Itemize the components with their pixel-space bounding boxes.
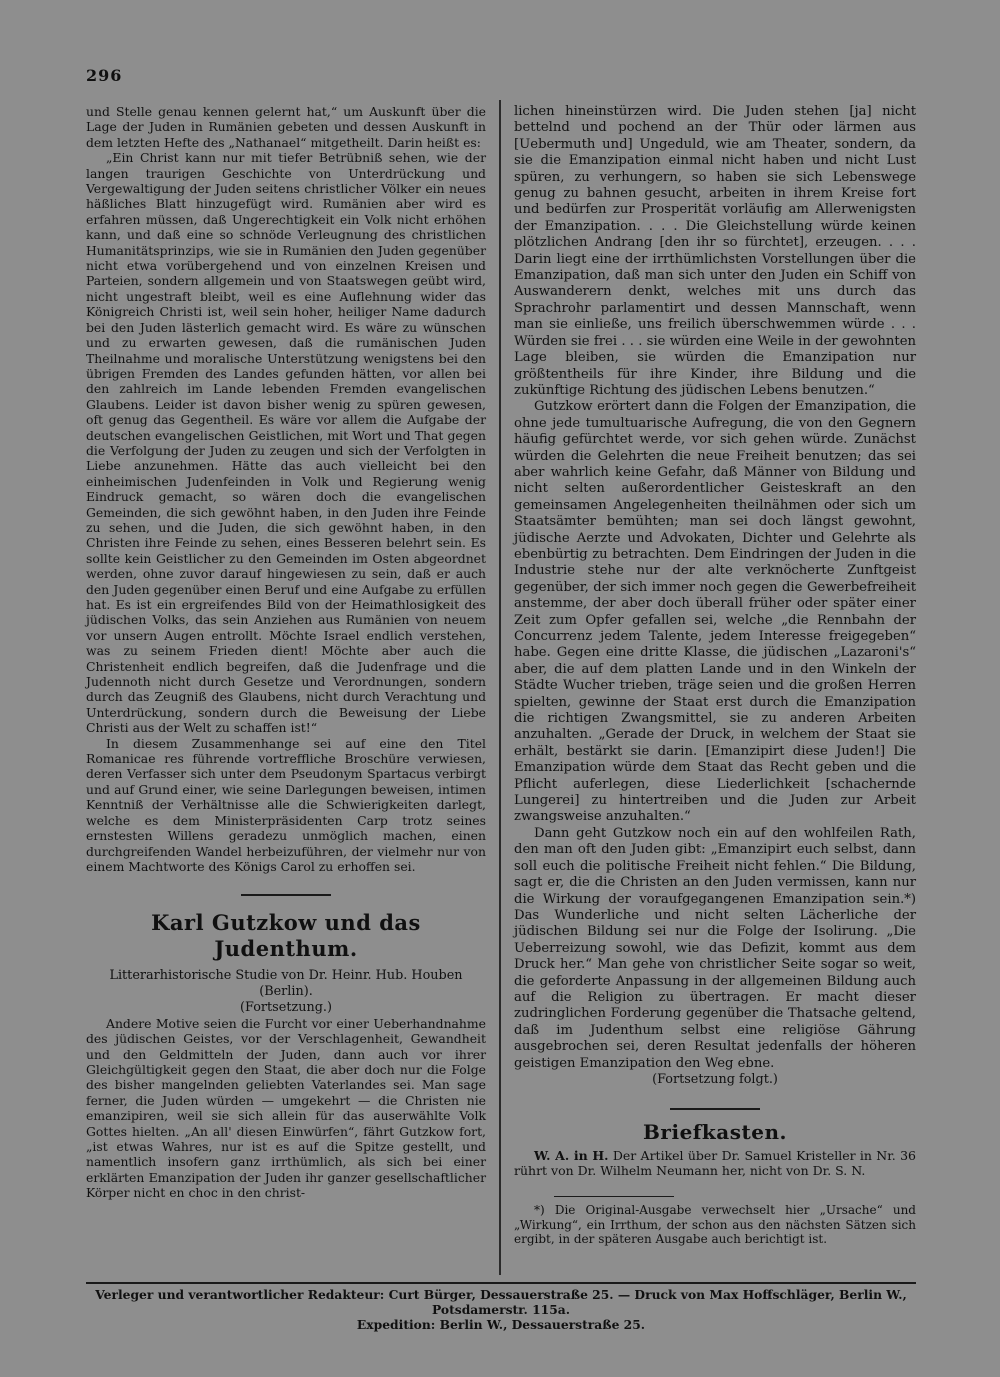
quoted-paragraph: „Ein Christ kann nur mit tiefer Betrübniß sehen, wie der langen traurigen Geschichte von Unterdrückung und Vergewaltigung der Juden seitens christlicher Völker ein neues häßliches Blatt hinzugefügt wird. Rumänien aber wird es erfahren müssen, daß Ungerechtigkeit ein Volk nicht erhöhen kann, und daß eine so schnöde Verleugnung des christlichen Humanitätsprinzips, wie sie in Rumänien den Juden gegenüber nicht etwa vorübergehend und von einzelnen Kreisen und Parteien, sondern allgemein und von Staatswegen geübt wird, nicht ungestraft bleibt, weil es eine Auflehnung wider das Königreich Christi ist, weil sein hoher, heiliger Name dadurch bei den Juden lästerlich gemacht wird. Es wäre zu wünschen und zu erwarten gewesen, daß die rumänischen Juden Theilnahme und moralische Unterstützung wenigstens bei den übrigen Fremden des Landes gefunden hätten, vor allen bei den zahlreich im Lande lebenden Fremden evangelischen Glaubens. Leider ist davon bisher wenig zu spüren gewesen, oft genug das Gegentheil. Es wäre vor allem die Aufgabe der deutschen evangelischen Geistlichen, mit Wort und That gegen die Verfolgung der Juden zu zeugen und sich der Verfolgten in Liebe anzunehmen. Hätte das auch vielleicht bei den einheimischen Judenfeinden in Volk und Regierung wenig Eindruck gemacht, so wären doch die evangelischen Gemeinden, die sich gewöhnt haben, in den Juden ihre Feinde zu sehen, und die Juden, die sich gewöhnt haben, in den Christen ihre Feinde zu sehen, eines Besseren belehrt sein. Es sollte kein Geistlicher zu den Gemeinden im Osten abgeordnet werden, ohne zuvor darauf hingewiesen zu sein, daß er auch den Juden gegenüber einen Beruf und eine Aufgabe zu erfüllen hat. Es ist ein ergreifendes Bild von der Heimathlosigkeit des jüdischen Volks, das sein Anziehen aus Rumänien von neuem vor unsern Augen entrollt. Möchte Israel endlich verstehen, was zu seinem Frieden dient! Möchte aber auch die Christenheit endlich begreifen, daß die Judenfrage und die Judennoth nicht durch Gesetze und Verordnungen, sondern durch das Zeugniß des Glaubens, nicht durch Verachtung und Unterdrückung, sondern durch die Beweisung der Liebe Christi aus der Welt zu schaffen ist!“: [86, 150, 486, 736]
section-divider: [241, 894, 331, 896]
paragraph: In diesem Zusammenhange sei auf eine den Titel Romanicae res führende vortreffliche Broschüre verwiesen, deren Verfasser sich unter dem Pseudonym Spartacus verbirgt und auf Grund einer, wie seine Darlegungen beweisen, intimen Kenntniß der Verhältnisse alle die Schwierigkeiten darlegt, welche es dem Ministerpräsidenten Carp trotz seines ernstesten Willens geradezu unmöglich machen, einen durchgreifenden Wandel herbeizuführen, der vielmehr nur von einem Machtworte des Königs Carol zu erhoffen sei.: [86, 735, 486, 874]
letterbox-message: Der Artikel über Dr. Samuel Kristeller in Nr. 36 rührt von Dr. Wilhelm Neumann her, nicht von Dr. S. N.: [514, 1148, 916, 1179]
letterbox-title: Briefkasten.: [643, 1119, 787, 1144]
imprint-publisher-line: Verleger und verantwortlicher Redakteur: Curt Bürger, Dessauerstraße 25. — Druck von Max Hoffschläger, Berlin W., Potsdamerstr. 115a.: [95, 1287, 907, 1317]
imprint: [86, 1287, 916, 1332]
article-body: [86, 1016, 486, 1201]
to-be-continued: (Fortsetzung folgt.): [652, 1071, 778, 1087]
column-divider: [499, 100, 501, 1275]
paragraph: lichen hineinstürzen wird. Die Juden stehen [ja] nicht bettelnd und pochend an der Thür oder lärmen aus [Uebermuth und] Ungeduld, wie am Theater, sondern, da sie die Emanzipation einmal nicht haben und nicht Lust spüren, zu verhungern, so haben sie sich Lebenswege genug zu bahnen gesucht, arbeiten in ihrem Kreise fort und bedürfen zur Prosperität vorläufig am Allerwenigsten der Emanzipation. . . . Die Gleichstellung würde keinen plötzlichen Andrang [den ihr so fürchtet], erzeugen. . . . Darin liegt eine der irrthümlichsten Vorstellungen über die Emanzipation, daß man sich unter den Juden ein Schiff von Auswanderern denkt, welches mit uns durch das Sprachrohr parlamentirt und dessen Mannschaft, wenn man sie einließe, uns freilich überschwemmen würde . . . Würden sie frei . . . sie würden eine Weile in der gewohnten Lage bleiben, sie würden die Emanzipation nur größtentheils für ihre Kinder, ihre Bildung und die zukünftige Richtung des jüdischen Lebens benutzen.“: [514, 104, 916, 398]
paragraph: Andere Motive seien die Furcht vor einer Ueberhandnahme des jüdischen Geistes, vor der Verschlagenheit, Gewandheit und den Geldmitteln der Juden, dann auch vor ihrer Gleichgültigkeit gegen den Staat, die aber doch nur die Folge des bisher mangelnden geliebten Vaterlandes sei. Man sage ferner, die Juden würden — umgekehrt — die Christen nie emanzipiren, weil sie sich allein für das auserwählte Volk Gottes hielten. „An all' diesen Einwürfen“, fährt Gutzkow fort, „ist etwas Wahres, nur ist es auf die Spitze gestellt, und namentlich insofern ganz irrthümlich, als sich bei einer erklärten Emanzipation der Juden ihr ganzer gesellschaftlicher Körper nicht en choc in den christ-: [86, 1015, 486, 1201]
article-byline: Litterarhistorische Studie von Dr. Heinr. Hub. Houben (Berlin).: [109, 967, 463, 999]
letterbox-entry: [514, 1148, 916, 1178]
article-continuation-note: (Fortsetzung.): [240, 999, 332, 1015]
left-column-text: [86, 104, 486, 874]
imprint-divider: [86, 1282, 916, 1284]
paragraph: Gutzkow erörtert dann die Folgen der Emanzipation, die ohne jede tumultuarische Aufregung, die von den Gegnern häufig gefürchtet werde, vor sich gehen würde. Zunächst würden die Gelehrten die neue Freiheit benutzen; das sei aber wahrlich keine Gefahr, daß Männer von Bildung und nicht selten außerordentlicher Geisteskraft an den gemeinsamen Angelegenheiten theilnähmen oder sich um Staatsämter bemühten; man sei doch längst gewohnt, jüdische Aerzte und Advokaten, Dichter und Gelehrte als ebenbürtig zu betrachten. Dem Eindringen der Juden in die Industrie stehe nur der alte verknöcherte Zunftgeist gegenüber, der sich immer noch gegen die Gewerbefreiheit anstemme, der aber doch überall früher oder später einer Zeit zum Opfer gefallen sei, welche „die Rennbahn der Concurrenz jedem Talente, jedem Interesse freigegeben“ habe. Gegen eine dritte Klasse, die jüdischen „Lazaroni's“ aber, die auf dem platten Lande und in den Winkeln der Städte Wucher trieben, träge seien und die großen Herren spielten, gewinne der Staat erst durch die Emanzipation die richtigen Zwangsmittel, sie zu anderen Arbeiten anzuhalten. „Gerade der Druck, in welchem der Staat sie erhält, bestärkt sie darin. [Emanzipirt diese Juden!] Die Emanzipation würde dem Staat das Recht geben und die Pflicht auferlegen, diese Liederlichkeit [schachernde Lungerei] zu hintertreiben und die Juden zur Arbeit zwangsweise anzuhalten.“: [514, 399, 916, 825]
footnote: *) Die Original-Ausgabe verwechselt hier „Ursache“ und „Wirkung“, ein Irrthum, der schon aus den nächsten Sätzen sich ergibt, in der späteren Ausgabe auch berichtigt ist.: [514, 1203, 916, 1247]
article-title: Karl Gutzkow und das Judenthum.: [151, 909, 421, 961]
paragraph: Dann geht Gutzkow noch ein auf den wohlfeilen Rath, den man oft den Juden gibt: „Emanzipirt euch selbst, dann soll euch die politische Freiheit nicht fehlen.“ Die Bildung, sagt er, die die Christen an den Juden vermissen, kann nur die Wirkung der voraufgegangenen Emanzipation sein.*) Das Wunderliche und nicht selten Lächerliche der jüdischen Bildung sei nur die Folge der Isolirung. „Die Ueberreizung sowohl, wie das Defizit, kommt aus dem Druck her.“ Man gehe von christlicher Seite sogar so weit, die geforderte Anpassung in der allgemeinen Bildung auch auf die Religion zu übertragen. Er macht dieser zudringlichen Forderung gegenüber die Thatsache geltend, daß im Judenthum selbst eine religiöse Gährung ausgebrochen sei, deren Resultat jedenfalls der höheren geistigen Emanzipation den Weg ebne.: [514, 825, 916, 1071]
right-column-text: [514, 104, 916, 1072]
imprint-expedition-line: Expedition: Berlin W., Dessauerstraße 25.: [356, 1317, 646, 1332]
left-column: [86, 104, 486, 1201]
right-column: [514, 104, 916, 1247]
page-number: 296: [86, 66, 123, 85]
footnote-divider: [554, 1196, 674, 1197]
paragraph: und Stelle genau kennen gelernt hat,“ um Auskunft über die Lage der Juden in Rumänien gebeten und dessen Auskunft in dem letzten Hefte des „Nathanael“ mitgetheilt. Darin heißt es:: [86, 104, 486, 150]
section-divider: [670, 1108, 760, 1110]
letterbox-recipient: W. A. in H.: [534, 1148, 609, 1164]
